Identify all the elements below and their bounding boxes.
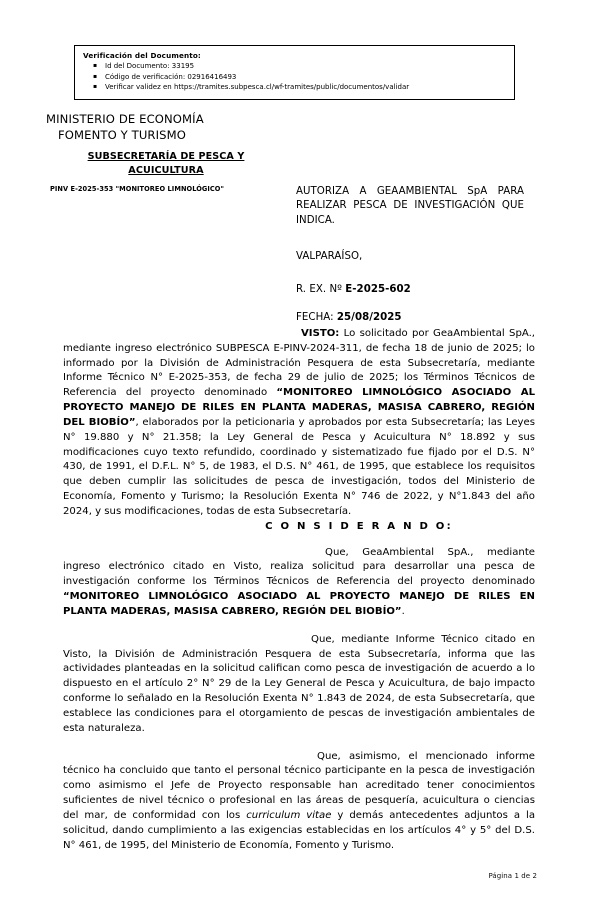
page-footer: Página 1 de 2: [488, 872, 537, 880]
verification-list: [83, 61, 508, 93]
resolution-number-value: E-2025-602: [345, 284, 411, 296]
visto-text-part2: , elaborados por la peticionaria y aprobados por esta Subsecretaría; las Leyes N° 19.880 y N° 21.358; la Ley General de Pesca y Acuicultura N° 18.892 y sus modificaciones cuyo texto refundido, coordinado y sistematizado fue fijado por el D.S. N° 430, de 1991, el D.F.L. N° 5, de 1983, el D.S. N° 461, de 1995, que establece los requisitos que deben cumplir las solicitudes de pesca de investigación, todos del Ministerio de Economía, Fomento y Turismo; la Resolución Exenta N° 746 de 2022, y N°1.843 del año 2024, y sus modificaciones, todas de esta Subsecretaría.: [63, 416, 535, 517]
subsecretaria-line-2: ACUICULTURA: [128, 164, 204, 176]
considerando-1-project-name: “MONITOREO LIMNOLÓGICO ASOCIADO AL PROYECTO MANEJO DE RILES EN PLANTA MADERAS, MASISA CABRERO, REGIÓN DEL BIOBÍO”: [63, 591, 535, 617]
visto-label: VISTO:: [301, 328, 340, 339]
paragraph-considerando-3: [63, 750, 535, 854]
spacer: [63, 620, 535, 633]
subsecretaria-name: [44, 150, 288, 176]
verification-item-text: Verificar validez en https://tramites.subpesca.cl/wf-tramites/public/documentos/validar: [105, 83, 410, 92]
document-body: [63, 327, 535, 853]
verification-item-code: [93, 72, 508, 83]
resolution-number-label: R. EX. Nº: [296, 284, 346, 296]
resolution-subject: AUTORIZA A GEAAMBIENTAL SpA PARA REALIZAR PESCA DE INVESTIGACIÓN QUE INDICA.: [296, 186, 524, 226]
resolution-header: [296, 185, 524, 323]
verification-item-text: Id del Documento: 33195: [105, 62, 195, 70]
verification-box: [74, 45, 515, 100]
verification-item-id: [93, 61, 508, 72]
considerando-2-text: Que, mediante Informe Técnico citado en Visto, la División de Administración Pesquera de esta Subsecretaría, informa que las actividades planteadas en la solicitud califican como pesca de investigación de acuerdo a lo dispuesto en el artículo 2° N° 29 de la Ley General de Pesca y Acuicultura, de bajo impacto conforme lo señalado en la Resolución Exenta N° 1.843 de 2024, de esta Subsecretaría, que establece las condiciones para el otorgamiento de pescas de investigación ambientales de esta naturaleza.: [63, 633, 535, 734]
resolution-number-line: [296, 284, 524, 295]
spacer: [63, 535, 535, 546]
paragraph-visto: [63, 327, 535, 520]
project-code: PINV E-2025-353 "MONITOREO LIMNOLÓGICO": [50, 184, 224, 193]
paragraph-considerando-2: [63, 633, 535, 737]
letterhead: [44, 112, 288, 193]
visto-text-part1: Lo solicitado por GeaAmbiental SpA., mediante ingreso electrónico SUBPESCA E-PINV-2024-311, de fecha 18 de junio de 2025; lo informado por la División de Administración Pesquera de esta Subsecretaría, mediante Informe Técnico N° E-2025-353, de fecha 29 de julio de 2025; los Términos Técnicos de Referencia del proyecto denominado: [63, 328, 535, 399]
considerando-3-part2: y demás antecedentes adjuntos a la solicitud, dando cumplimiento a las exigencias establecidas en los artículos 4° y 5° del D.S. N° 461, de 1995, del Ministerio de Economía, Fomento y Turismo.: [63, 809, 536, 851]
resolution-date-label: FECHA:: [296, 312, 337, 324]
paragraph-considerando-1: [63, 546, 535, 620]
considerando-3-part1: Que, asimismo, el mencionado informe técnico ha concluido que tanto el personal técnico participante en la pesca de investigación como asimismo el Jefe de Proyecto responsable han acreditado tener conocimientos suficientes de nivel técnico o profesional en las áreas de pesquería, acuicultura o ciencias del mar, de conformidad con los: [63, 750, 535, 821]
subsecretaria-line-1: SUBSECRETARÍA DE PESCA Y: [87, 151, 245, 163]
verification-item-text: Código de verificación: 02916416493: [105, 72, 237, 81]
bullet-icon: ▪: [93, 72, 98, 80]
bullet-icon: ▪: [93, 62, 98, 69]
spacer: [63, 737, 535, 750]
resolution-date-value: 25/08/2025: [336, 312, 402, 324]
resolution-date-line: [296, 312, 524, 323]
considerando-1-part1: Que, GeaAmbiental SpA., mediante ingreso electrónico citado en Visto, realiza solicitud para desarrollar una pesca de investigación conforme los Términos Técnicos de Referencia del proyecto denominado: [63, 546, 535, 588]
considerando-3-italic: curriculum vitae: [246, 809, 332, 821]
visto-project-name: “MONITOREO LIMNOLÓGICO ASOCIADO AL PROYECTO MANEJO DE RILES EN PLANTA MADERAS, MASISA CABRERO, REGIÓN DEL BIOBÍO”: [63, 387, 535, 428]
resolution-city: VALPARAÍSO,: [296, 251, 363, 263]
bullet-icon: ▪: [93, 83, 98, 91]
verification-item-url: [93, 82, 508, 93]
considerando-heading: C O N S I D E R A N D O:: [265, 520, 453, 532]
considerando-1-part2: .: [401, 605, 405, 617]
ministry-line-1: MINISTERIO DE ECONOMÍA: [46, 112, 204, 126]
ministry-line-2: FOMENTO Y TURISMO: [58, 127, 186, 142]
verification-title: Verificación del Documento:: [83, 51, 201, 60]
ministry-name: [44, 112, 288, 143]
